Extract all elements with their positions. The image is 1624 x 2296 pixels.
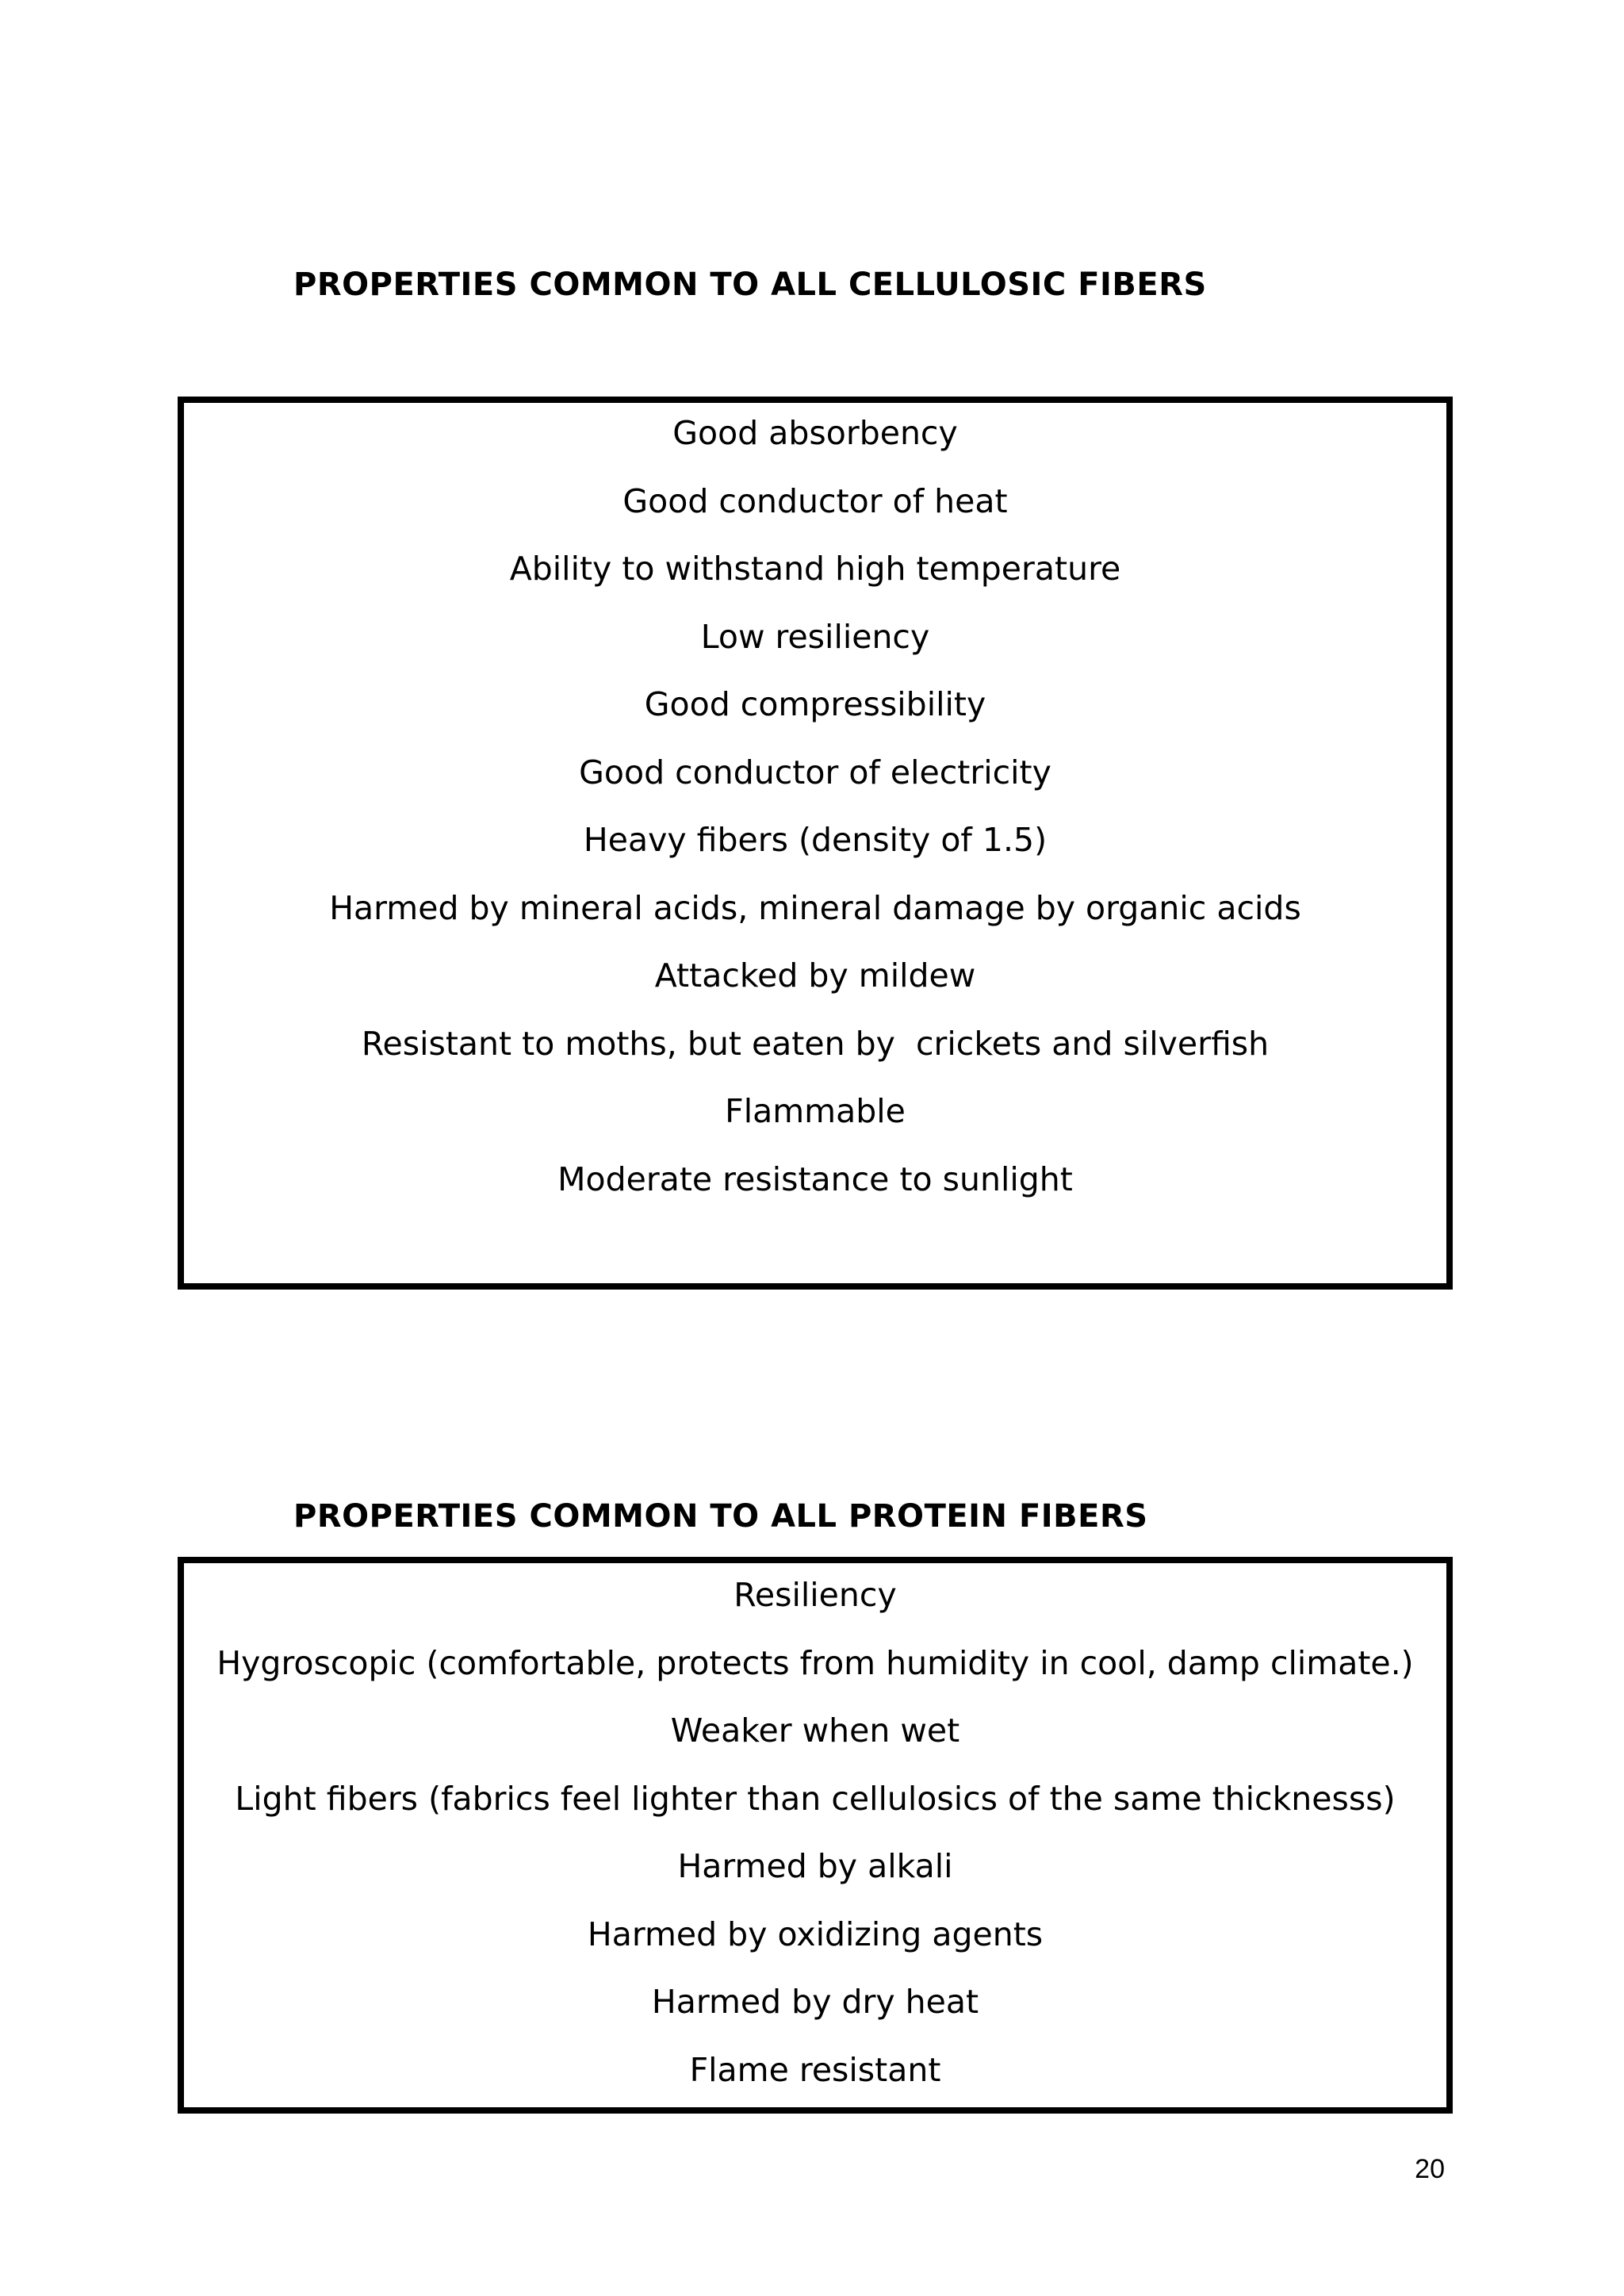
- property-item: Harmed by alkali: [677, 1847, 953, 1885]
- property-item: Hygroscopic (comfortable, protects from humidity in cool, damp climate.): [216, 1643, 1414, 1682]
- property-item: Attacked by mildew: [654, 956, 976, 995]
- protein-section-heading: PROPERTIES COMMON TO ALL PROTEIN FIBERS: [293, 1498, 1148, 1535]
- page-number: 20: [1415, 2154, 1445, 2184]
- property-item: Good conductor of heat: [622, 481, 1008, 520]
- property-item: Weaker when wet: [670, 1711, 960, 1750]
- protein-properties-box: [178, 1557, 1453, 2114]
- property-item: Resiliency: [733, 1576, 897, 1614]
- property-item: Low resiliency: [700, 617, 930, 656]
- property-item: Harmed by mineral acids, mineral damage by organic acids: [329, 888, 1301, 927]
- property-item: Ability to withstand high temperature: [509, 550, 1121, 588]
- protein-properties-list: [184, 1571, 1446, 2114]
- property-item: Heavy fibers (density of 1.5): [583, 821, 1048, 859]
- property-item: Harmed by oxidizing agents: [587, 1915, 1044, 1953]
- property-item: Resistant to moths, but eaten by crickets and silverfish: [361, 1024, 1270, 1063]
- cellulosic-properties-list: [184, 409, 1446, 1223]
- property-item: Flammable: [725, 1092, 906, 1130]
- property-item: Good absorbency: [672, 414, 958, 452]
- property-item: Good conductor of electricity: [579, 753, 1051, 792]
- cellulosic-properties-box: [178, 397, 1453, 1290]
- cellulosic-section-heading: PROPERTIES COMMON TO ALL CELLULOSIC FIBERS: [293, 266, 1207, 303]
- property-item: Good compressibility: [644, 685, 986, 723]
- property-item: Harmed by dry heat: [651, 1983, 979, 2021]
- property-item: Moderate resistance to sunlight: [557, 1159, 1073, 1198]
- property-item: Flame resistant: [689, 2050, 941, 2089]
- property-item: Light fibers (fabrics feel lighter than cellulosics of the same thicknesss): [235, 1779, 1396, 1818]
